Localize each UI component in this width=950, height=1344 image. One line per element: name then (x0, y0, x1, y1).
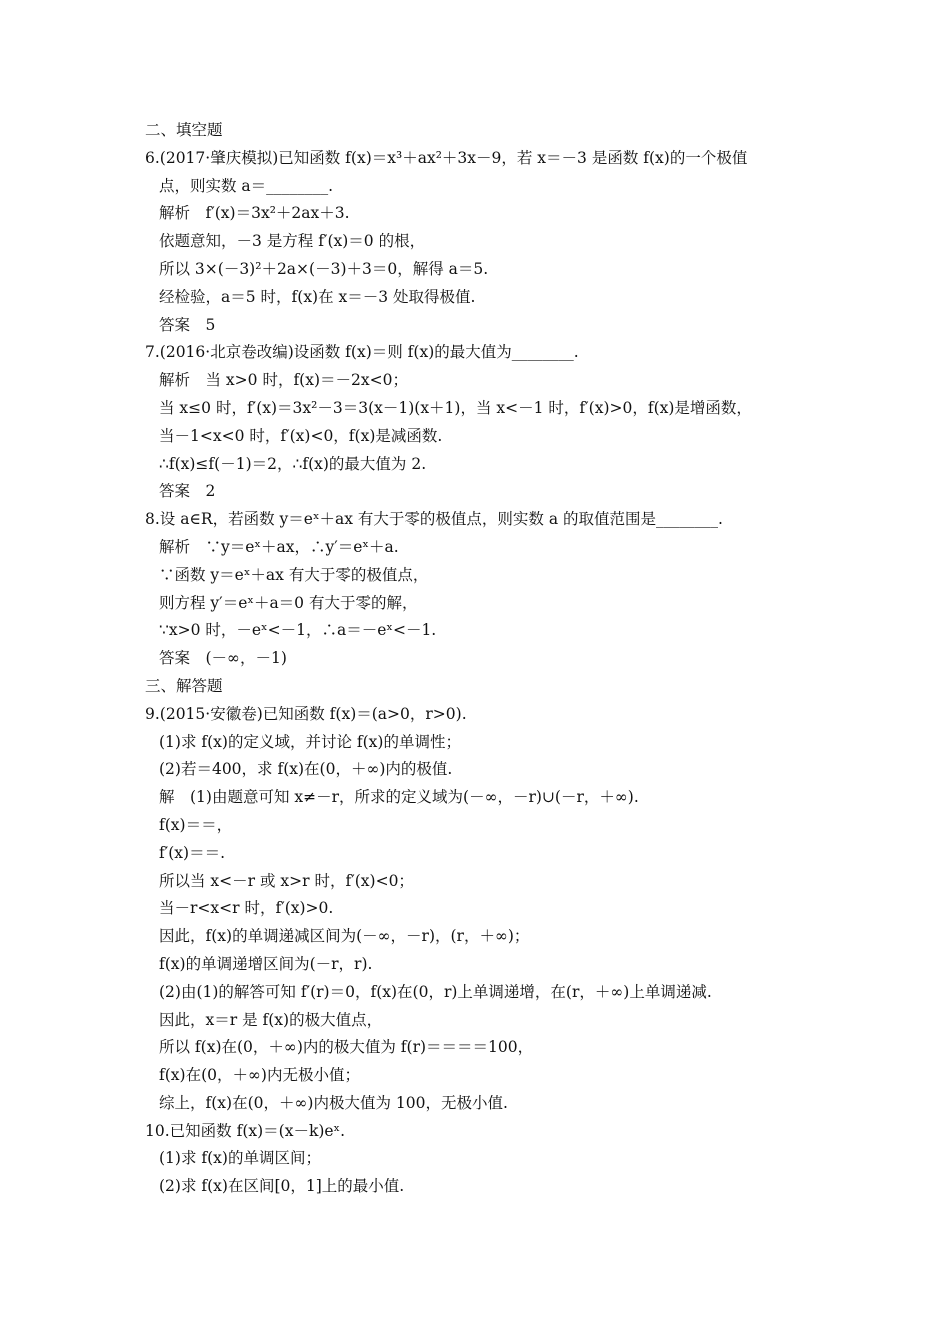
text-line: 综上，f(x)在(0，＋∞)内极大值为 100，无极小值. (159, 1093, 508, 1112)
text-line: 8.设 a∈R，若函数 y＝eˣ＋ax 有大于零的极值点，则实数 a 的取值范围是________. (145, 510, 723, 529)
text-line: 当－1<x<0 时，f′(x)<0，f(x)是减函数. (159, 426, 443, 445)
text-line: ∵x>0 时，－eˣ<－1，∴a＝－eˣ<－1. (159, 621, 437, 640)
text-line: 当 x≤0 时，f′(x)＝3x²－3＝3(x－1)(x＋1)，当 x<－1 时，f′(x)>0，f(x)是增函数， (159, 398, 752, 417)
text-line: 所以当 x<－r 或 x>r 时，f′(x)<0； (159, 871, 414, 890)
text-line: f(x)在(0，＋∞)内无极小值； (159, 1066, 360, 1085)
text-line: 6.(2017·肇庆模拟)已知函数 f(x)＝x³＋ax²＋3x－9，若 x＝－3 是函数 f(x)的一个极值 (145, 148, 748, 167)
text-line: 答案 2 (159, 482, 216, 501)
text-line: 解析 f′(x)＝3x²＋2ax＋3. (159, 204, 350, 223)
text-line: 7.(2016·北京卷改编)设函数 f(x)＝则 f(x)的最大值为________. (145, 343, 579, 362)
text-line: f(x)的单调递增区间为(－r，r). (159, 954, 373, 973)
text-line: 答案 5 (159, 315, 216, 334)
text-line: 解析 当 x>0 时，f(x)＝－2x<0； (159, 371, 408, 390)
text-line: 所以 3×(－3)²＋2a×(－3)＋3＝0，解得 a＝5. (159, 259, 489, 278)
text-line: 因此，f(x)的单调递减区间为(－∞，－r)，(r，＋∞)； (159, 927, 530, 946)
text-line: 依题意知，－3 是方程 f′(x)＝0 的根， (159, 232, 426, 251)
document-body (145, 117, 835, 1201)
text-line: (2)若＝400，求 f(x)在(0，＋∞)内的极值. (159, 760, 453, 779)
text-line: 解析 ∵y＝eˣ＋ax，∴y′＝eˣ＋a. (159, 537, 399, 556)
text-line: 答案 (－∞，－1) (159, 649, 287, 668)
text-line: (2)由(1)的解答可知 f′(r)＝0，f(x)在(0，r)上单调递增，在(r，＋∞)上单调递减. (159, 982, 712, 1001)
text-line: 解 (1)由题意可知 x≠－r，所求的定义域为(－∞，－r)∪(－r，＋∞). (159, 788, 639, 807)
text-line: (1)求 f(x)的单调区间； (159, 1149, 321, 1168)
text-line: 二、填空题 (145, 121, 223, 139)
text-line: 则方程 y′＝eˣ＋a＝0 有大于零的解， (159, 593, 418, 612)
text-line: ∵函数 y＝eˣ＋ax 有大于零的极值点， (159, 565, 429, 584)
text-line: 三、解答题 (145, 676, 223, 695)
text-line: f(x)＝＝， (159, 815, 233, 834)
text-line: (1)求 f(x)的定义域，并讨论 f(x)的单调性； (159, 732, 461, 751)
text-line: 经检验，a＝5 时，f(x)在 x＝－3 处取得极值. (159, 287, 476, 306)
text-line: 因此，x＝r 是 f(x)的极大值点， (159, 1010, 383, 1029)
text-line: 10.已知函数 f(x)＝(x－k)eˣ. (145, 1121, 346, 1140)
text-line: (2)求 f(x)在区间[0，1]上的最小值. (159, 1177, 405, 1196)
text-line: 当－r<x<r 时，f′(x)>0. (159, 899, 334, 918)
text-line: ∴f(x)≤f(－1)＝2，∴f(x)的最大值为 2. (159, 454, 427, 473)
text-line: 所以 f(x)在(0，＋∞)内的极大值为 f(r)＝＝＝＝100， (159, 1038, 534, 1057)
text-line: f′(x)＝＝. (159, 843, 226, 862)
text-line: 点，则实数 a＝________. (159, 176, 334, 195)
text-line: 9.(2015·安徽卷)已知函数 f(x)＝(a>0，r>0). (145, 704, 467, 723)
